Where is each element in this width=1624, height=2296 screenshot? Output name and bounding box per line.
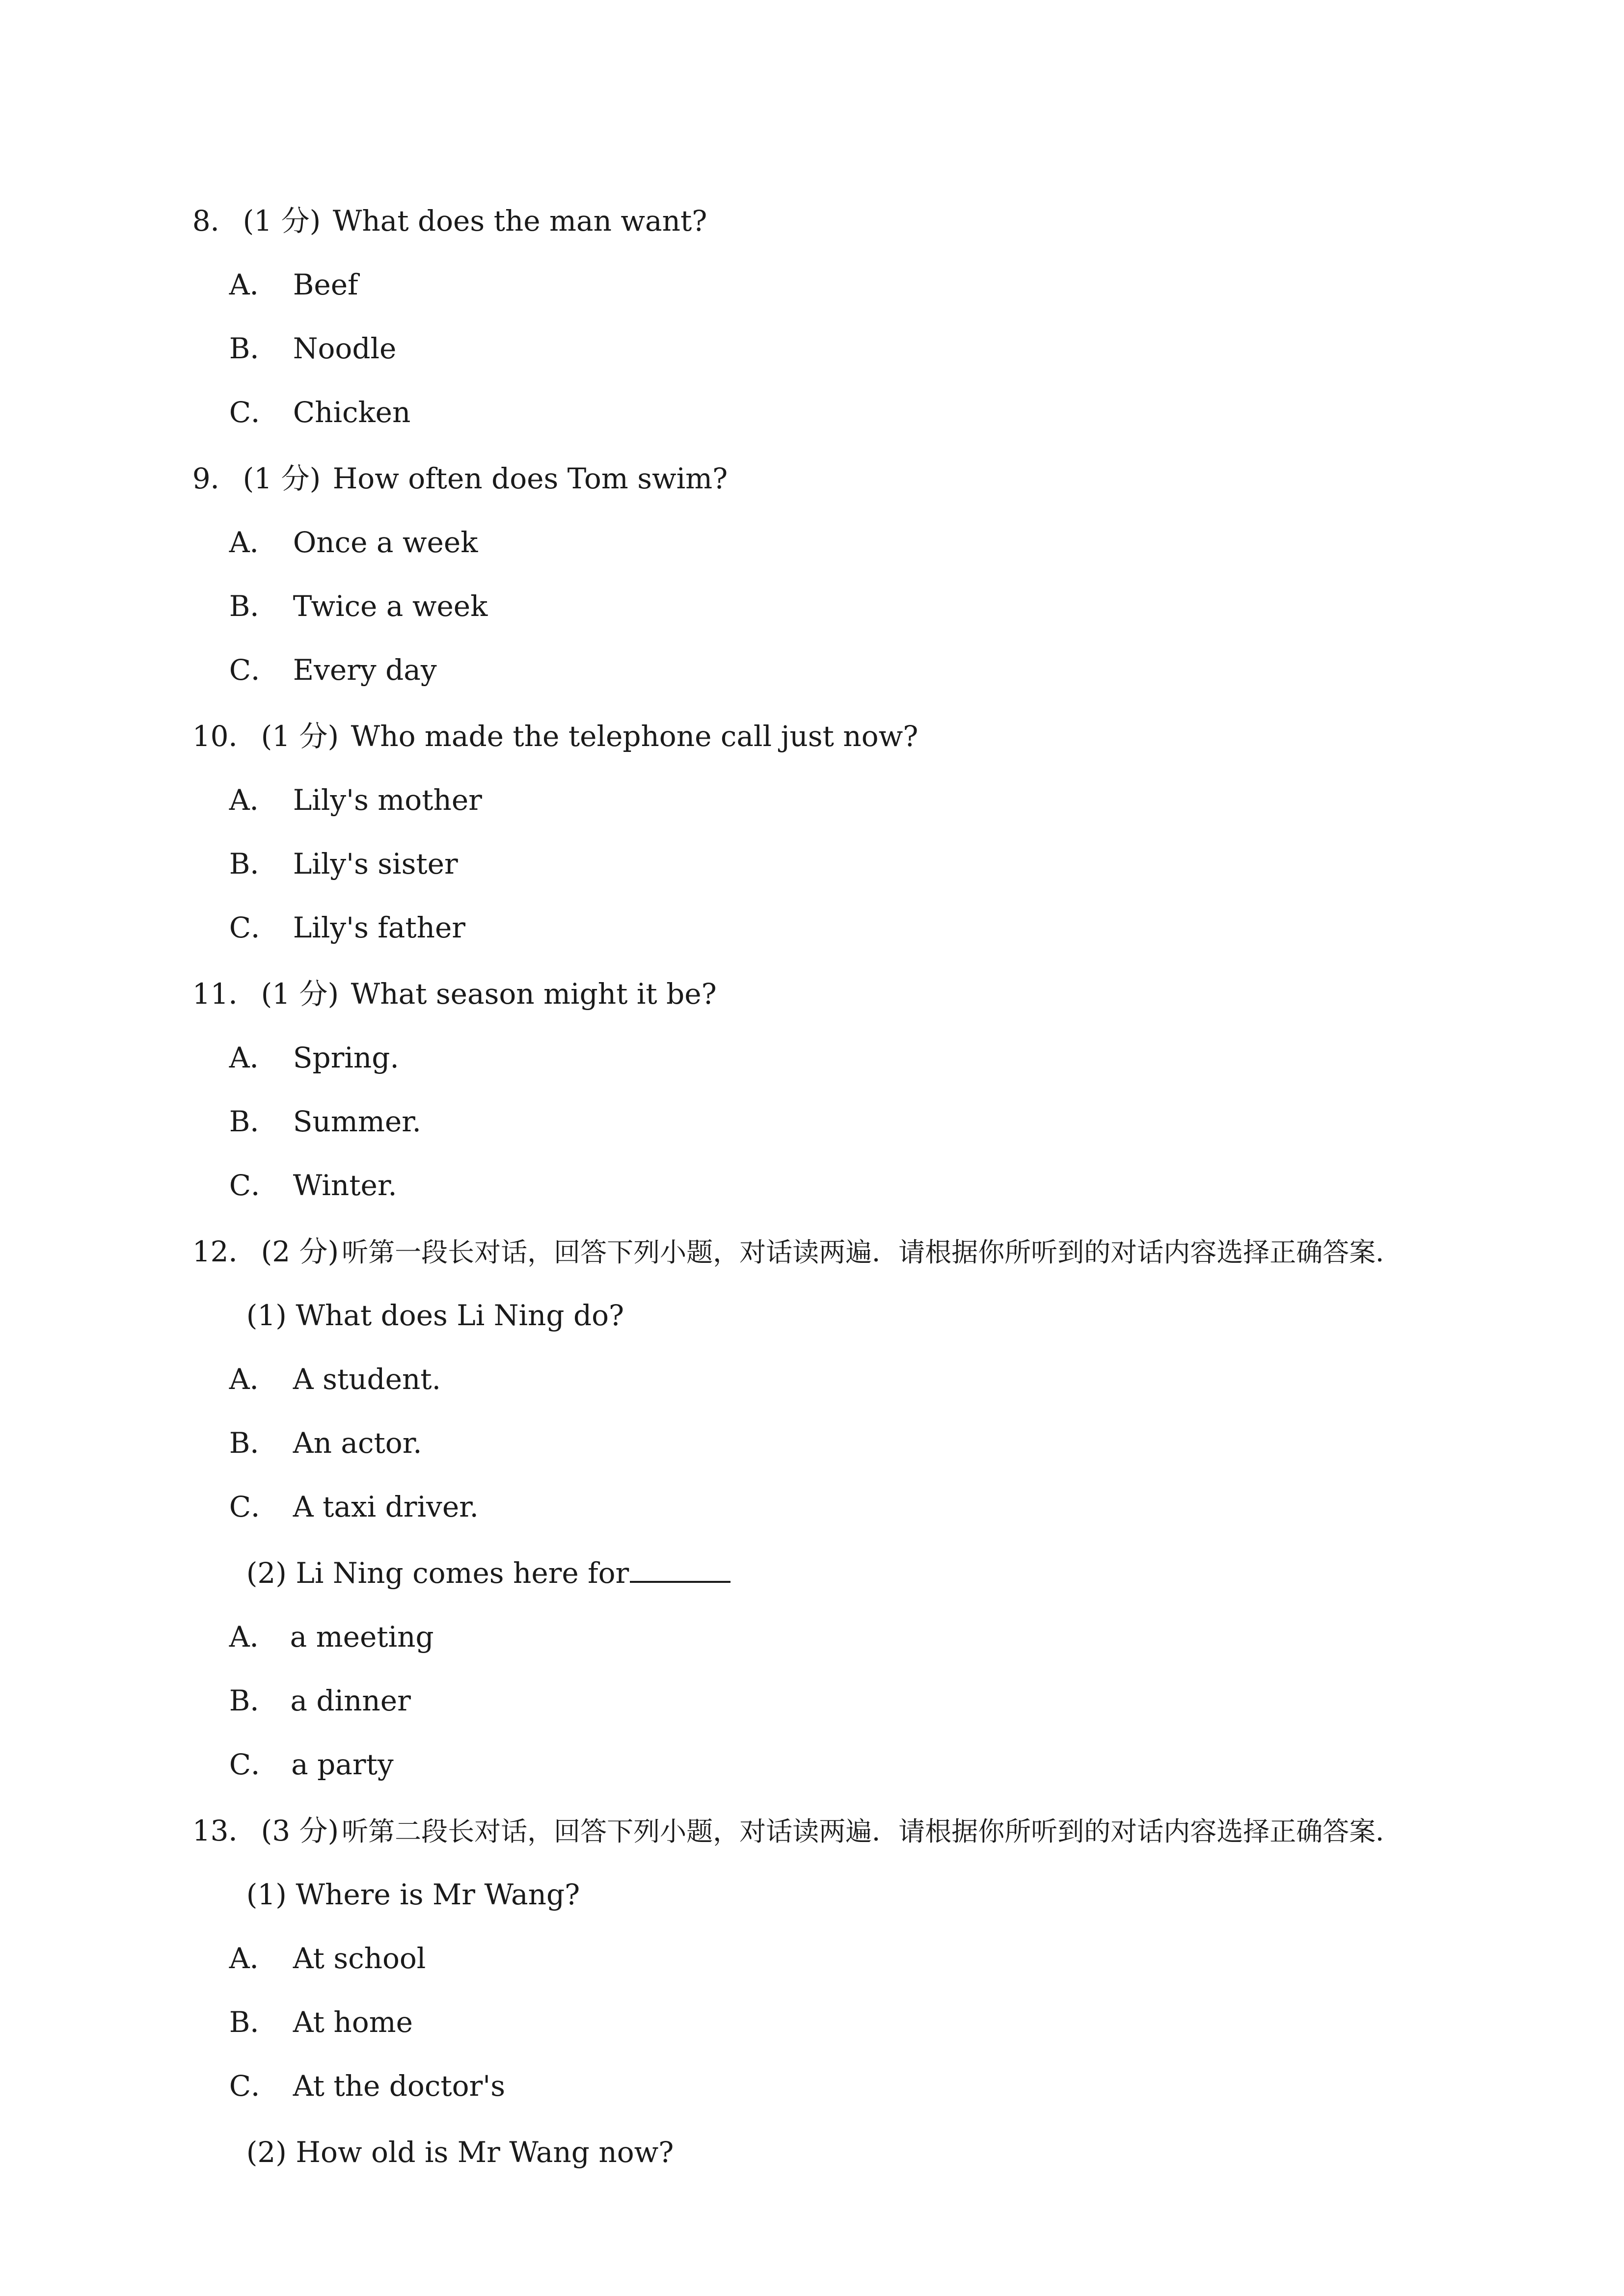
option-text: Noodle	[293, 332, 397, 365]
subquestion-prompt: How old is Mr Wang now?	[296, 2136, 674, 2169]
option-text: Lily's sister	[293, 847, 458, 881]
option-letter: C．	[229, 1748, 280, 1781]
option-text: a dinner	[290, 1684, 411, 1717]
question-prompt: What season might it be?	[351, 977, 717, 1011]
option-text: An actor.	[293, 1426, 422, 1460]
subquestion-label: (1)	[246, 1878, 287, 1911]
option-letter: A．	[229, 1620, 278, 1654]
option-text: A student.	[293, 1362, 441, 1396]
question-number: 11．	[192, 977, 257, 1011]
question-score: (2 分)	[261, 1235, 339, 1268]
option-letter: A．	[229, 1362, 278, 1396]
option-letter: B．	[229, 847, 279, 881]
subquestion-label: (2)	[246, 1556, 287, 1590]
option-text: Winter.	[293, 1169, 397, 1202]
option-text: Chicken	[293, 396, 411, 429]
option-text: Once a week	[293, 526, 478, 559]
subquestion-13-2	[210, 2093, 674, 2211]
option-text: Lily's mother	[293, 783, 482, 817]
question-number: 13．	[192, 1814, 257, 1847]
option-text: Every day	[293, 653, 437, 687]
question-prompt: Who made the telephone call just now?	[351, 720, 919, 753]
question-prompt: 听第一段长对话，回答下列小题，对话读两遍．请根据你所听到的对话内容选择正确答案．	[342, 1237, 1403, 1268]
question-number: 12．	[192, 1235, 257, 1268]
option-letter: A．	[229, 1942, 278, 1975]
option-text: Spring.	[293, 1041, 399, 1074]
subquestion-prompt: What does Li Ning do?	[296, 1299, 624, 1332]
option-text: A taxi driver.	[293, 1490, 479, 1523]
question-number: 10．	[192, 720, 257, 753]
option-letter: B．	[229, 589, 279, 623]
question-number: 9．	[192, 462, 239, 495]
question-prompt: How often does Tom swim?	[332, 462, 728, 495]
option-letter: B．	[229, 332, 279, 365]
question-score: (1 分)	[261, 977, 339, 1011]
option-text: At the doctor's	[293, 2069, 505, 2103]
question-prompt: What does the man want?	[332, 204, 707, 238]
option-letter: A．	[229, 268, 278, 301]
option-letter: A．	[229, 783, 278, 817]
option-letter: B．	[229, 1105, 279, 1138]
option-text: At home	[293, 2005, 413, 2039]
option-letter: B．	[229, 1426, 279, 1460]
option-letter: C．	[229, 1169, 280, 1202]
subquestion-label: (2)	[246, 2136, 287, 2169]
question-prompt: 听第二段长对话，回答下列小题，对话读两遍．请根据你所听到的对话内容选择正确答案．	[342, 1816, 1403, 1847]
option-letter: B．	[229, 2005, 279, 2039]
question-score: (1 分)	[243, 462, 321, 495]
option-text: At school	[293, 1942, 426, 1975]
question-number: 8．	[192, 204, 239, 238]
option-letter: C．	[229, 653, 280, 687]
option-letter: C．	[229, 396, 280, 429]
option-text: Summer.	[293, 1105, 421, 1138]
answer-blank[interactable]	[630, 1555, 731, 1583]
option-text: a party	[291, 1748, 394, 1781]
option-letter: C．	[229, 911, 280, 944]
option-letter: C．	[229, 1490, 280, 1523]
option-text: a meeting	[290, 1620, 434, 1654]
question-score: (1 分)	[261, 720, 339, 753]
option-letter: C．	[229, 2069, 280, 2103]
option-text: Twice a week	[293, 589, 488, 623]
subquestion-prompt: Li Ning comes here for	[296, 1556, 629, 1590]
option-letter: A．	[229, 1041, 278, 1074]
option-letter: A．	[229, 526, 278, 559]
subquestion-prompt: Where is Mr Wang?	[296, 1878, 580, 1911]
question-score: (3 分)	[261, 1814, 339, 1847]
subquestion-label: (1)	[246, 1299, 287, 1332]
option-letter: B．	[229, 1684, 279, 1717]
option-text: Lily's father	[293, 911, 466, 944]
option-text: Beef	[293, 268, 358, 301]
question-score: (1 分)	[243, 204, 321, 238]
